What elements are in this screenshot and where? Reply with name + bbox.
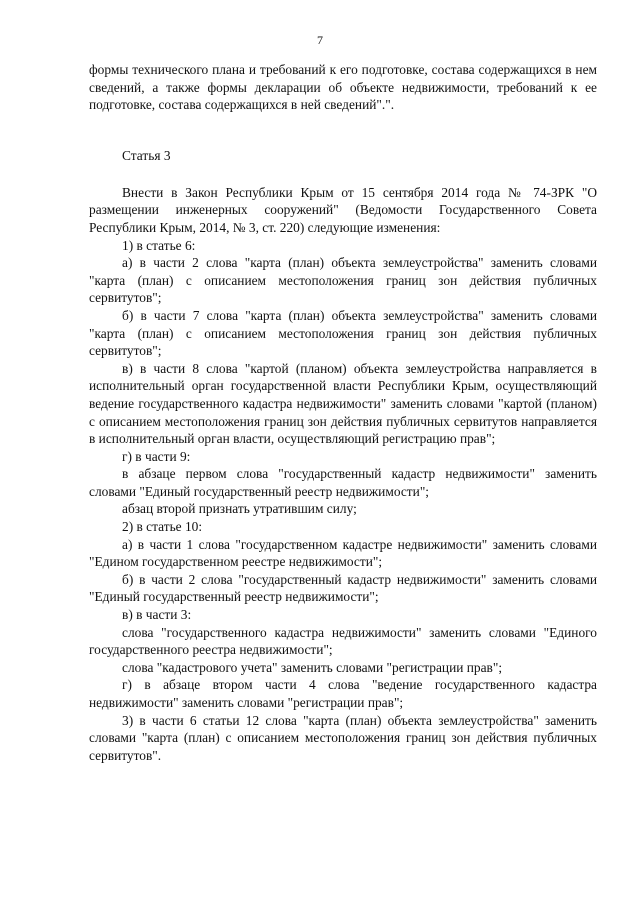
list-item: в) в части 3:	[122, 607, 192, 623]
list-item: а) в части 1 слова "государственном кадастре недвижимости" заменить словами "Едином государственном реестре недвижимости";	[89, 536, 597, 570]
list-item: 2) в статье 10:	[122, 519, 203, 535]
continuation-paragraph: формы технического плана и требований к его подготовке, состава содержащихся в нем сведений, а также формы декларации об объекте недвижимости, требований к ее подготовке, состава содержащихся в ней сведений".".	[89, 62, 597, 113]
list-item: в) в части 8 слова "картой (планом) объекта землеустройства направляется в исполнительный орган государственной власти Республики Крым, осуществляющий ведение государственного кадастра недвижимости" заменить словами "картой (планом) с описанием местоположения границ зон действия публичных сервитутов направляется в исполнительный орган власти, осуществляющий регистрацию прав";	[89, 360, 597, 447]
list-item: г) в абзаце втором части 4 слова "ведение государственного кадастра недвижимости" заменить словами "регистрации прав";	[89, 677, 597, 710]
list-item: абзац второй признать утратившим силу;	[122, 501, 357, 517]
list-item: б) в части 2 слова "государственный кадастр недвижимости" заменить словами "Единый государственный реестр недвижимости";	[89, 571, 597, 605]
intro-paragraph: Внести в Закон Республики Крым от 15 сентября 2014 года № 74-ЗРК "О размещении инженерных сооружений" (Ведомости Государственного Совета Республики Крым, 2014, № 3, ст. 220) следующие изменения:	[89, 184, 597, 235]
list-item: г) в части 9:	[122, 448, 191, 464]
list-item: слова "государственного кадастра недвижимости" заменить словами "Единого государственного реестра недвижимости";	[89, 624, 597, 658]
list-item: а) в части 2 слова "карта (план) объекта землеустройства" заменить словами "карта (план) с описанием местоположения границ зон действия публичных сервитутов";	[89, 255, 597, 306]
list-item: слова "кадастрового учета" заменить словами "регистрации прав";	[122, 659, 503, 675]
list-item: в абзаце первом слова "государственный кадастр недвижимости" заменить словами "Единый государственный реестр недвижимости";	[89, 466, 597, 499]
article-heading: Статья 3	[122, 147, 171, 163]
list-item: 1) в статье 6:	[122, 237, 196, 253]
document-body	[89, 61, 597, 764]
list-item: б) в части 7 слова "карта (план) объекта землеустройства" заменить словами "карта (план) с описанием местоположения границ зон действия публичных сервитутов";	[89, 307, 597, 359]
page-number: 7	[317, 33, 323, 47]
list-item: 3) в части 6 статьи 12 слова "карта (план) объекта землеустройства" заменить словами "карта (план) с описанием местоположения границ зон действия публичных сервитутов".	[89, 712, 597, 763]
